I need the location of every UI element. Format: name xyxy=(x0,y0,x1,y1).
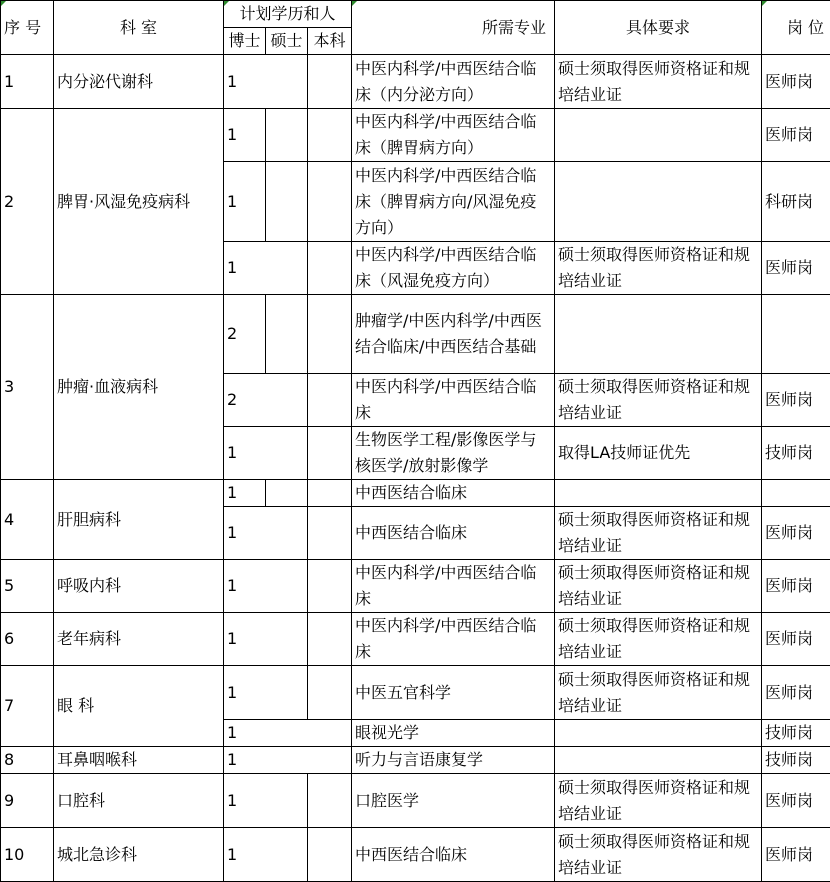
row-major: 中医五官科学 xyxy=(352,666,555,720)
row-major: 肿瘤学/中医内科学/中西医结合临床/中西医结合基础 xyxy=(352,295,555,374)
row-count: 1 xyxy=(224,720,352,747)
header-requirement: 具体要求 xyxy=(555,1,762,55)
row-count: 1 xyxy=(224,242,308,295)
row-dept: 口腔科 xyxy=(54,774,224,828)
row-seq: 2 xyxy=(1,109,54,295)
row-empty xyxy=(266,295,308,374)
row-empty xyxy=(266,480,308,507)
row-requirement: 取得LA技师证优先 xyxy=(555,427,762,480)
row-empty xyxy=(308,55,352,109)
row-post: 医师岗 xyxy=(762,613,830,666)
row-major: 中医内科学/中西医结合临床（内分泌方向） xyxy=(352,55,555,109)
row-requirement: 硕士须取得医师资格证和规培结业证 xyxy=(555,828,762,882)
table-row xyxy=(1,828,830,882)
row-post: 医师岗 xyxy=(762,55,830,109)
row-empty xyxy=(308,613,352,666)
row-count: 1 xyxy=(224,507,308,560)
row-major: 中医内科学/中西医结合临床（风湿免疫方向） xyxy=(352,242,555,295)
table-row xyxy=(1,480,830,507)
row-requirement: 硕士须取得医师资格证和规培结业证 xyxy=(555,774,762,828)
row-dept: 耳鼻咽喉科 xyxy=(54,747,224,774)
row-post: 医师岗 xyxy=(762,242,830,295)
table-row xyxy=(1,666,830,720)
row-seq: 1 xyxy=(1,55,54,109)
table-row xyxy=(1,55,830,109)
table-row xyxy=(1,295,830,374)
row-empty xyxy=(308,774,352,828)
row-post: 医师岗 xyxy=(762,109,830,162)
row-major: 中西医结合临床 xyxy=(352,480,555,507)
header-major: 所需专业 xyxy=(352,1,555,55)
row-seq: 3 xyxy=(1,295,54,480)
row-count: 2 xyxy=(224,374,308,427)
row-major: 口腔医学 xyxy=(352,774,555,828)
row-empty xyxy=(308,427,352,480)
row-major: 中医内科学/中西医结合临床 xyxy=(352,560,555,613)
row-requirement: 硕士须取得医师资格证和规培结业证 xyxy=(555,55,762,109)
row-seq: 8 xyxy=(1,747,54,774)
row-post xyxy=(762,295,830,374)
header-bachelor: 本科 xyxy=(308,28,352,55)
row-post: 医师岗 xyxy=(762,507,830,560)
row-post: 技师岗 xyxy=(762,427,830,480)
row-requirement: 硕士须取得医师资格证和规培结业证 xyxy=(555,613,762,666)
row-major: 听力与言语康复学 xyxy=(352,747,555,774)
table-row xyxy=(1,109,830,162)
table-row xyxy=(1,774,830,828)
header-master: 硕士 xyxy=(266,28,308,55)
row-count: 1 xyxy=(224,828,308,882)
row-requirement xyxy=(555,109,762,162)
header-phd: 博士 xyxy=(224,28,266,55)
row-empty xyxy=(308,242,352,295)
row-post: 技师岗 xyxy=(762,720,830,747)
row-count: 1 xyxy=(224,162,266,242)
row-requirement xyxy=(555,162,762,242)
row-major: 中医内科学/中西医结合临床 xyxy=(352,613,555,666)
row-empty xyxy=(308,162,352,242)
row-post: 科研岗 xyxy=(762,162,830,242)
row-post xyxy=(762,480,830,507)
row-count: 1 xyxy=(224,55,308,109)
row-seq: 9 xyxy=(1,774,54,828)
row-count: 1 xyxy=(224,560,308,613)
row-seq: 7 xyxy=(1,666,54,747)
row-requirement xyxy=(555,480,762,507)
table-row xyxy=(1,613,830,666)
row-count: 1 xyxy=(224,109,266,162)
row-empty xyxy=(308,480,352,507)
row-seq: 5 xyxy=(1,560,54,613)
row-major: 中医内科学/中西医结合临床 xyxy=(352,374,555,427)
row-empty xyxy=(266,109,308,162)
row-major: 中医内科学/中西医结合临床（脾胃病方向/风湿免疫方向） xyxy=(352,162,555,242)
row-count: 1 xyxy=(224,480,266,507)
row-dept: 内分泌代谢科 xyxy=(54,55,224,109)
header-post: 岗 位 xyxy=(762,1,830,55)
row-post: 医师岗 xyxy=(762,774,830,828)
row-dept: 城北急诊科 xyxy=(54,828,224,882)
row-empty xyxy=(308,666,352,720)
row-count: 1 xyxy=(224,747,352,774)
row-requirement: 硕士须取得医师资格证和规培结业证 xyxy=(555,666,762,720)
header-dept: 科 室 xyxy=(54,1,224,55)
row-count: 1 xyxy=(224,613,308,666)
row-post: 医师岗 xyxy=(762,374,830,427)
row-post: 医师岗 xyxy=(762,666,830,720)
row-major: 眼视光学 xyxy=(352,720,555,747)
table-row xyxy=(1,747,830,774)
row-seq: 6 xyxy=(1,613,54,666)
row-empty xyxy=(266,162,308,242)
row-empty xyxy=(308,507,352,560)
row-requirement xyxy=(555,720,762,747)
row-dept: 肝胆病科 xyxy=(54,480,224,560)
row-major: 中医内科学/中西医结合临床（脾胃病方向） xyxy=(352,109,555,162)
row-dept: 脾胃·风湿免疫病科 xyxy=(54,109,224,295)
row-major: 中西医结合临床 xyxy=(352,507,555,560)
header-seq: 序 号 xyxy=(1,1,54,55)
row-major: 生物医学工程/影像医学与核医学/放射影像学 xyxy=(352,427,555,480)
row-dept: 眼 科 xyxy=(54,666,224,747)
row-dept: 老年病科 xyxy=(54,613,224,666)
row-empty xyxy=(308,828,352,882)
row-empty xyxy=(308,109,352,162)
header-row xyxy=(1,1,830,28)
row-count: 1 xyxy=(224,666,308,720)
row-seq: 4 xyxy=(1,480,54,560)
row-dept: 肿瘤·血液病科 xyxy=(54,295,224,480)
row-empty xyxy=(308,295,352,374)
row-requirement xyxy=(555,295,762,374)
row-count: 1 xyxy=(224,427,308,480)
row-empty xyxy=(308,374,352,427)
row-count: 2 xyxy=(224,295,266,374)
table-row xyxy=(1,560,830,613)
row-dept: 呼吸内科 xyxy=(54,560,224,613)
header-plan: 计划学历和人 xyxy=(224,1,352,28)
row-requirement: 硕士须取得医师资格证和规培结业证 xyxy=(555,374,762,427)
row-count: 1 xyxy=(224,774,308,828)
row-requirement: 硕士须取得医师资格证和规培结业证 xyxy=(555,507,762,560)
row-major: 中西医结合临床 xyxy=(352,828,555,882)
row-seq: 10 xyxy=(1,828,54,882)
row-requirement: 硕士须取得医师资格证和规培结业证 xyxy=(555,560,762,613)
row-empty xyxy=(308,560,352,613)
row-post: 医师岗 xyxy=(762,828,830,882)
row-requirement xyxy=(555,747,762,774)
row-post: 技师岗 xyxy=(762,747,830,774)
row-requirement: 硕士须取得医师资格证和规培结业证 xyxy=(555,242,762,295)
row-post: 医师岗 xyxy=(762,560,830,613)
